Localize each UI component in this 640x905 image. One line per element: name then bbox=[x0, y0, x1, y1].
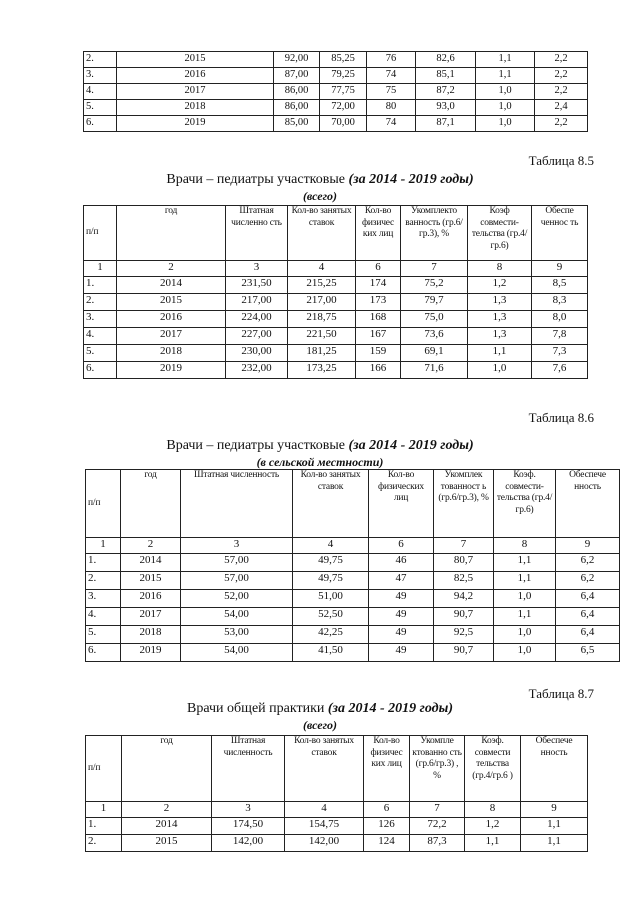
table-cell: 1,0 bbox=[494, 626, 556, 644]
table-row bbox=[84, 294, 588, 311]
column-number: 3 bbox=[181, 538, 293, 554]
table-row bbox=[86, 626, 620, 644]
table-cell: 124 bbox=[364, 835, 410, 852]
table-cell: 8,3 bbox=[532, 294, 588, 311]
table-cell: 87,3 bbox=[410, 835, 465, 852]
table-cell: 1,2 bbox=[465, 818, 521, 835]
column-number: 8 bbox=[465, 802, 521, 818]
table-cell: 2. bbox=[84, 52, 117, 68]
table-cell: 3. bbox=[84, 311, 117, 328]
table-cell: 2018 bbox=[117, 100, 274, 116]
table-cell: 49 bbox=[369, 608, 434, 626]
column-header: Обеспече нность bbox=[521, 736, 588, 802]
table-cell: 218,75 bbox=[288, 311, 356, 328]
column-number: 2 bbox=[117, 261, 226, 277]
table-cell: 77,75 bbox=[320, 84, 367, 100]
column-number: 4 bbox=[285, 802, 364, 818]
table-cell: 2,2 bbox=[535, 116, 588, 132]
table-cell: 82,6 bbox=[416, 52, 476, 68]
table-cell: 2014 bbox=[122, 818, 212, 835]
table-cell: 2018 bbox=[117, 345, 226, 362]
table-cell: 166 bbox=[356, 362, 401, 379]
table-cell: 52,50 bbox=[293, 608, 369, 626]
table-cell: 6,4 bbox=[556, 590, 620, 608]
table-cell: 69,1 bbox=[401, 345, 468, 362]
column-number: 9 bbox=[521, 802, 588, 818]
table-cell: 230,00 bbox=[226, 345, 288, 362]
column-header: Кол-во физических лиц bbox=[369, 470, 434, 538]
table-cell: 57,00 bbox=[181, 572, 293, 590]
column-header: год bbox=[122, 736, 212, 802]
table-row bbox=[84, 100, 588, 116]
column-header: Коэф. совмести- тельства (гр.4/гр.6) bbox=[494, 470, 556, 538]
table-cell: 142,00 bbox=[285, 835, 364, 852]
column-header: Коэф совмести- тельства (гр.4/гр.6) bbox=[468, 206, 532, 261]
column-header: Укомпле ктованно сть (гр.6/гр.3) , % bbox=[410, 736, 465, 802]
column-header: Кол-во занятых ставок bbox=[285, 736, 364, 802]
table-cell: 126 bbox=[364, 818, 410, 835]
table-cell: 142,00 bbox=[212, 835, 285, 852]
table-cell: 85,1 bbox=[416, 68, 476, 84]
table-cell: 1. bbox=[86, 818, 122, 835]
table-title: Врачи – педиатры участковые (за 2014 - 2019 годы) bbox=[166, 438, 474, 453]
table-cell: 49,75 bbox=[293, 554, 369, 572]
table-cell: 1,1 bbox=[468, 345, 532, 362]
table-subtitle: (в сельской местности) bbox=[256, 455, 384, 469]
table-cell: 57,00 bbox=[181, 554, 293, 572]
table-row bbox=[84, 328, 588, 345]
column-number: 8 bbox=[494, 538, 556, 554]
column-header: Кол-во занятых ставок bbox=[293, 470, 369, 538]
column-number-row bbox=[86, 802, 588, 818]
column-number: 9 bbox=[556, 538, 620, 554]
table-row bbox=[84, 345, 588, 362]
table-cell: 87,2 bbox=[416, 84, 476, 100]
table-8-6 bbox=[85, 469, 620, 662]
column-header: Штатная численность bbox=[181, 470, 293, 538]
table-cell: 72,00 bbox=[320, 100, 367, 116]
table-label: Таблица 8.5 bbox=[528, 153, 594, 168]
table-cell: 49,75 bbox=[293, 572, 369, 590]
table-cell: 2. bbox=[84, 294, 117, 311]
header-row bbox=[86, 736, 588, 802]
table-cell: 8,5 bbox=[532, 277, 588, 294]
table-cell: 217,00 bbox=[288, 294, 356, 311]
table-cell: 2018 bbox=[121, 626, 181, 644]
table-row bbox=[84, 52, 588, 68]
table-cell: 41,50 bbox=[293, 644, 369, 662]
table-cell: 2016 bbox=[117, 68, 274, 84]
table-cell: 1,1 bbox=[521, 835, 588, 852]
table-cell: 90,7 bbox=[434, 608, 494, 626]
column-header: Кол-во физичес ких лиц bbox=[356, 206, 401, 261]
table-cell: 232,00 bbox=[226, 362, 288, 379]
table-cell: 49 bbox=[369, 644, 434, 662]
table-row bbox=[86, 608, 620, 626]
table-8-7 bbox=[85, 735, 588, 852]
table-cell: 85,25 bbox=[320, 52, 367, 68]
column-number: 1 bbox=[86, 538, 121, 554]
table-cell: 75,2 bbox=[401, 277, 468, 294]
table-cell: 51,00 bbox=[293, 590, 369, 608]
table-cell: 2,2 bbox=[535, 84, 588, 100]
table-cell: 76 bbox=[367, 52, 416, 68]
table-cell: 54,00 bbox=[181, 608, 293, 626]
table-cell: 3. bbox=[84, 68, 117, 84]
table-cell: 75 bbox=[367, 84, 416, 100]
table-cell: 7,3 bbox=[532, 345, 588, 362]
table-cell: 2017 bbox=[117, 84, 274, 100]
table-cell: 92,00 bbox=[274, 52, 320, 68]
table-row bbox=[84, 311, 588, 328]
table-cell: 2015 bbox=[122, 835, 212, 852]
table-row bbox=[86, 590, 620, 608]
table-cell: 2015 bbox=[117, 294, 226, 311]
table-cell: 2,4 bbox=[535, 100, 588, 116]
table-cell: 221,50 bbox=[288, 328, 356, 345]
table-cell: 2015 bbox=[121, 572, 181, 590]
table-label: Таблица 8.7 bbox=[528, 686, 594, 701]
table-cell: 5. bbox=[86, 626, 121, 644]
table-cell: 80 bbox=[367, 100, 416, 116]
column-number: 6 bbox=[364, 802, 410, 818]
table-cell: 1. bbox=[86, 554, 121, 572]
table-cell: 86,00 bbox=[274, 84, 320, 100]
table-cell: 167 bbox=[356, 328, 401, 345]
table-cell: 2016 bbox=[117, 311, 226, 328]
table-cell: 73,6 bbox=[401, 328, 468, 345]
column-header: Обеспе ченнос ть bbox=[532, 206, 588, 261]
table-cell: 79,7 bbox=[401, 294, 468, 311]
column-number: 7 bbox=[401, 261, 468, 277]
table-cell: 181,25 bbox=[288, 345, 356, 362]
table-cell: 1,3 bbox=[468, 311, 532, 328]
table-row bbox=[84, 84, 588, 100]
table-row bbox=[84, 362, 588, 379]
column-number: 4 bbox=[288, 261, 356, 277]
column-header: п/п bbox=[86, 736, 122, 802]
table-cell: 82,5 bbox=[434, 572, 494, 590]
table-cell: 85,00 bbox=[274, 116, 320, 132]
table-cell: 49 bbox=[369, 590, 434, 608]
table-cell: 231,50 bbox=[226, 277, 288, 294]
table-cell: 7,8 bbox=[532, 328, 588, 345]
table-cell: 1,0 bbox=[476, 116, 535, 132]
table-cell: 6. bbox=[86, 644, 121, 662]
column-header: Обеспече нность bbox=[556, 470, 620, 538]
table-cell: 1,1 bbox=[476, 68, 535, 84]
table-cell: 1,0 bbox=[476, 84, 535, 100]
table-cell: 4. bbox=[84, 84, 117, 100]
header-row bbox=[86, 470, 620, 538]
table-cell: 2017 bbox=[117, 328, 226, 345]
table-cell: 90,7 bbox=[434, 644, 494, 662]
table-cell: 159 bbox=[356, 345, 401, 362]
column-number: 1 bbox=[86, 802, 122, 818]
column-number: 9 bbox=[532, 261, 588, 277]
column-number: 3 bbox=[226, 261, 288, 277]
table-row bbox=[84, 68, 588, 84]
column-number: 7 bbox=[410, 802, 465, 818]
table-cell: 6,2 bbox=[556, 572, 620, 590]
table-cell: 1,1 bbox=[521, 818, 588, 835]
table-cell: 6. bbox=[84, 362, 117, 379]
table-cell: 2. bbox=[86, 835, 122, 852]
table-cell: 49 bbox=[369, 626, 434, 644]
table-cell: 6,5 bbox=[556, 644, 620, 662]
table-cell: 1,1 bbox=[494, 608, 556, 626]
column-number-row bbox=[84, 261, 588, 277]
table-row bbox=[86, 818, 588, 835]
table-cell: 2019 bbox=[117, 116, 274, 132]
table-row bbox=[84, 277, 588, 294]
column-number-row bbox=[86, 538, 620, 554]
table-cell: 1,0 bbox=[476, 100, 535, 116]
table-subtitle: (всего) bbox=[302, 189, 338, 203]
table-row bbox=[86, 554, 620, 572]
table-cell: 224,00 bbox=[226, 311, 288, 328]
column-header: п/п bbox=[84, 206, 117, 261]
column-number: 1 bbox=[84, 261, 117, 277]
table-row bbox=[86, 572, 620, 590]
table-cell: 86,00 bbox=[274, 100, 320, 116]
column-header: п/п bbox=[86, 470, 121, 538]
table-cell: 4. bbox=[86, 608, 121, 626]
column-header: Кол-во физичес ких лиц bbox=[364, 736, 410, 802]
column-number: 3 bbox=[212, 802, 285, 818]
table-cell: 217,00 bbox=[226, 294, 288, 311]
table-cell: 75,0 bbox=[401, 311, 468, 328]
table-cell: 2014 bbox=[117, 277, 226, 294]
table-cell: 174 bbox=[356, 277, 401, 294]
table-cell: 42,25 bbox=[293, 626, 369, 644]
column-header: Штатная численность bbox=[212, 736, 285, 802]
table-cell: 227,00 bbox=[226, 328, 288, 345]
table-cell: 46 bbox=[369, 554, 434, 572]
column-number: 7 bbox=[434, 538, 494, 554]
table-cell: 6,2 bbox=[556, 554, 620, 572]
column-header: Укомплекто ванность (гр.6/гр.3), % bbox=[401, 206, 468, 261]
table-cell: 2014 bbox=[121, 554, 181, 572]
table-cell: 93,0 bbox=[416, 100, 476, 116]
column-header: Коэф. совмести тельства (гр.4/гр.6 ) bbox=[465, 736, 521, 802]
table-continuation bbox=[83, 51, 588, 132]
table-label: Таблица 8.6 bbox=[528, 410, 594, 425]
table-title: Врачи общей практики (за 2014 - 2019 годы) bbox=[187, 701, 453, 716]
table-cell: 74 bbox=[367, 116, 416, 132]
table-row bbox=[86, 835, 588, 852]
table-cell: 4. bbox=[84, 328, 117, 345]
table-8-5 bbox=[83, 205, 588, 379]
table-cell: 2. bbox=[86, 572, 121, 590]
table-cell: 1,1 bbox=[476, 52, 535, 68]
table-cell: 154,75 bbox=[285, 818, 364, 835]
table-cell: 87,1 bbox=[416, 116, 476, 132]
table-cell: 5. bbox=[84, 100, 117, 116]
column-header: Укомплек тованност ь (гр.6/гр.3), % bbox=[434, 470, 494, 538]
table-title: Врачи – педиатры участковые (за 2014 - 2019 годы) bbox=[166, 172, 474, 187]
table-cell: 80,7 bbox=[434, 554, 494, 572]
table-cell: 2,2 bbox=[535, 52, 588, 68]
column-header: Штатная численно сть bbox=[226, 206, 288, 261]
table-cell: 2,2 bbox=[535, 68, 588, 84]
table-cell: 53,00 bbox=[181, 626, 293, 644]
table-cell: 2015 bbox=[117, 52, 274, 68]
table-cell: 1,1 bbox=[494, 572, 556, 590]
table-cell: 2016 bbox=[121, 590, 181, 608]
table-cell: 87,00 bbox=[274, 68, 320, 84]
column-number: 6 bbox=[369, 538, 434, 554]
table-cell: 168 bbox=[356, 311, 401, 328]
table-subtitle: (всего) bbox=[302, 718, 338, 732]
table-cell: 72,2 bbox=[410, 818, 465, 835]
table-cell: 70,00 bbox=[320, 116, 367, 132]
table-cell: 1,1 bbox=[465, 835, 521, 852]
table-cell: 94,2 bbox=[434, 590, 494, 608]
column-number: 2 bbox=[122, 802, 212, 818]
table-cell: 215,25 bbox=[288, 277, 356, 294]
table-cell: 47 bbox=[369, 572, 434, 590]
table-row bbox=[86, 644, 620, 662]
table-cell: 2019 bbox=[121, 644, 181, 662]
table-cell: 8,0 bbox=[532, 311, 588, 328]
table-cell: 2019 bbox=[117, 362, 226, 379]
column-header: год bbox=[117, 206, 226, 261]
table-cell: 1,1 bbox=[494, 554, 556, 572]
table-cell: 1,3 bbox=[468, 294, 532, 311]
table-cell: 173,25 bbox=[288, 362, 356, 379]
column-header: Кол-во занятых ставок bbox=[288, 206, 356, 261]
column-header: год bbox=[121, 470, 181, 538]
table-cell: 1,0 bbox=[468, 362, 532, 379]
table-cell: 6. bbox=[84, 116, 117, 132]
table-cell: 7,6 bbox=[532, 362, 588, 379]
column-number: 8 bbox=[468, 261, 532, 277]
table-cell: 173 bbox=[356, 294, 401, 311]
table-cell: 1,0 bbox=[494, 590, 556, 608]
table-cell: 174,50 bbox=[212, 818, 285, 835]
table-cell: 74 bbox=[367, 68, 416, 84]
column-number: 4 bbox=[293, 538, 369, 554]
column-number: 2 bbox=[121, 538, 181, 554]
table-cell: 1,2 bbox=[468, 277, 532, 294]
table-cell: 3. bbox=[86, 590, 121, 608]
table-row bbox=[84, 116, 588, 132]
table-cell: 71,6 bbox=[401, 362, 468, 379]
column-number: 6 bbox=[356, 261, 401, 277]
table-cell: 79,25 bbox=[320, 68, 367, 84]
table-cell: 6,4 bbox=[556, 626, 620, 644]
table-cell: 6,4 bbox=[556, 608, 620, 626]
table-cell: 1,3 bbox=[468, 328, 532, 345]
table-cell: 92,5 bbox=[434, 626, 494, 644]
table-cell: 2017 bbox=[121, 608, 181, 626]
table-cell: 1,0 bbox=[494, 644, 556, 662]
table-cell: 52,00 bbox=[181, 590, 293, 608]
table-cell: 5. bbox=[84, 345, 117, 362]
table-cell: 54,00 bbox=[181, 644, 293, 662]
table-cell: 1. bbox=[84, 277, 117, 294]
header-row bbox=[84, 206, 588, 261]
